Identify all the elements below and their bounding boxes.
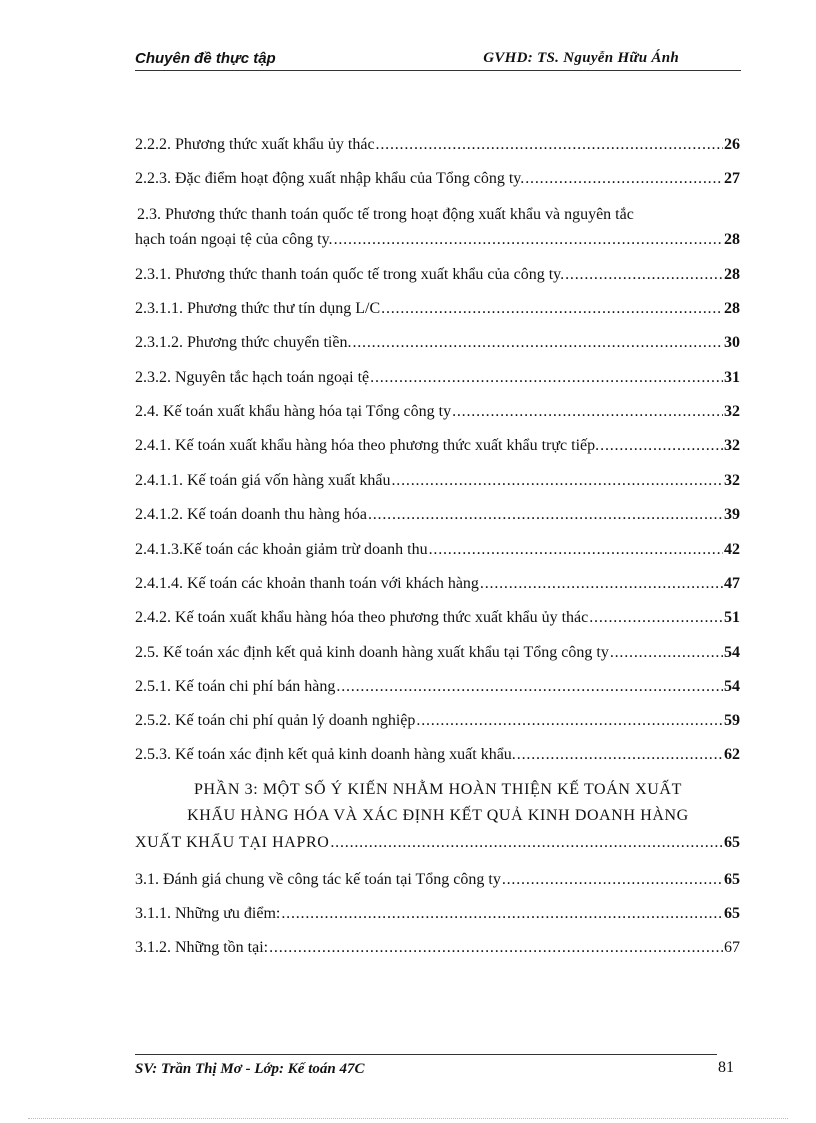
- toc-entry[interactable]: [135, 900, 740, 924]
- toc-entry-page: 30: [724, 334, 740, 351]
- toc-entry-title: 2.5. Kế toán xác định kết quả kinh doanh hàng xuất khẩu tại Tổng công ty: [135, 644, 609, 661]
- toc-entry-title: 2.4.1.2. Kế toán doanh thu hàng hóa: [135, 506, 367, 523]
- toc-entry-page: 67: [724, 939, 740, 956]
- toc-leader-dots: [370, 368, 723, 388]
- page-edge-divider: [28, 1118, 788, 1119]
- toc-entry-page: 32: [724, 472, 740, 489]
- page-header: [135, 48, 741, 71]
- footer-student-info: SV: Trần Thị Mơ - Lớp: Kế toán 47C: [135, 1061, 365, 1077]
- toc-entry[interactable]: [135, 364, 740, 388]
- toc-entry-page: 51: [724, 609, 740, 626]
- toc-entry-title: 2.3.1.1. Phương thức thư tín dụng L/C: [135, 300, 381, 317]
- toc-leader-dots: [565, 265, 723, 285]
- toc-entry[interactable]: [135, 467, 740, 491]
- toc-entry[interactable]: [135, 741, 740, 765]
- toc-entry-title: 2.5.1. Kế toán chi phí bán hàng: [135, 678, 336, 695]
- toc-entry-page: 28: [724, 300, 740, 317]
- toc-leader-dots: [330, 833, 723, 853]
- toc-leader-dots: [416, 711, 723, 731]
- toc-leader-dots: [502, 870, 723, 890]
- toc-leader-dots: [376, 135, 723, 155]
- toc-leader-dots: [517, 745, 723, 765]
- toc-leader-dots: [269, 938, 723, 958]
- toc-entry[interactable]: [135, 261, 740, 285]
- toc-entry-page: 26: [724, 136, 740, 153]
- toc-entry-page: 65: [724, 834, 740, 851]
- toc-leader-dots: [368, 505, 723, 525]
- page-number: 81: [718, 1059, 734, 1076]
- toc-entry-page: 42: [724, 541, 740, 558]
- toc-leader-dots: [610, 643, 723, 663]
- toc-leader-dots: [352, 333, 723, 353]
- toc-entry[interactable]: [135, 131, 740, 155]
- toc-entry[interactable]: [135, 536, 740, 560]
- toc-entry-title: 2.4.1.4. Kế toán các khoản thanh toán với khách hàng: [135, 575, 479, 592]
- toc-entry-page: 28: [724, 231, 740, 248]
- part-heading-line1[interactable]: PHẦN 3: MỘT SỐ Ý KIẾN NHẰM HOÀN THIỆN KẾ TOÁN XUẤT: [194, 781, 682, 798]
- toc-entry-title: 2.4. Kế toán xuất khẩu hàng hóa tại Tổng công ty: [135, 403, 452, 420]
- toc-entry-page: 59: [724, 712, 740, 729]
- toc-entry-title: XUẤT KHẨU TẠI HAPRO: [135, 834, 330, 851]
- toc-entry[interactable]: [135, 707, 740, 731]
- toc-entry-title: 2.3.2. Nguyên tắc hạch toán ngoại tệ: [135, 369, 370, 386]
- toc-entry-title: 2.3.1.2. Phương thức chuyển tiền.: [135, 334, 352, 351]
- toc-entry[interactable]: [135, 639, 740, 663]
- toc-entry[interactable]: [135, 866, 740, 890]
- toc-leader-dots: [281, 904, 723, 924]
- toc-entry-title: 2.2.2. Phương thức xuất khẩu ủy thác: [135, 136, 375, 153]
- toc-entry-title: 3.1.1. Những ưu điểm:: [135, 905, 281, 922]
- toc-entry-title: 2.4.1. Kế toán xuất khẩu hàng hóa theo phương thức xuất khẩu trực tiếp.: [135, 437, 600, 454]
- toc-entry[interactable]: [135, 673, 740, 697]
- toc-entry[interactable]: [135, 329, 740, 353]
- toc-entry[interactable]: [135, 570, 740, 594]
- toc-entry[interactable]: [135, 398, 740, 422]
- toc-entry-title: 2.2.3. Đặc điểm hoạt động xuất nhập khẩu của Tổng công ty.: [135, 170, 525, 187]
- toc-entry-title: 3.1. Đánh giá chung về công tác kế toán tại Tổng công ty: [135, 871, 501, 888]
- toc-entry[interactable]: [135, 501, 740, 525]
- toc-entry[interactable]: [135, 829, 740, 853]
- toc-entry-page: 54: [724, 644, 740, 661]
- part-heading-line2[interactable]: KHẨU HÀNG HÓA VÀ XÁC ĐỊNH KẾT QUẢ KINH DOANH HÀNG: [187, 807, 689, 824]
- toc-leader-dots: [429, 540, 723, 560]
- toc-leader-dots: [334, 230, 723, 250]
- toc-entry[interactable]: [135, 604, 740, 628]
- toc-leader-dots: [600, 436, 723, 456]
- page-footer: [135, 1054, 717, 1075]
- toc-entry-title-line1[interactable]: 2.3. Phương thức thanh toán quốc tế trong hoạt động xuất khẩu và nguyên tắc: [137, 206, 634, 223]
- toc-entry[interactable]: [135, 165, 740, 189]
- toc-leader-dots: [589, 608, 723, 628]
- toc-entry-page: 32: [724, 437, 740, 454]
- header-course-title: Chuyên đề thực tập: [135, 50, 276, 67]
- toc-entry-title: 2.4.1.3.Kế toán các khoản giảm trừ doanh thu: [135, 541, 428, 558]
- toc-leader-dots: [480, 574, 723, 594]
- toc-leader-dots: [452, 402, 723, 422]
- toc-leader-dots: [381, 299, 723, 319]
- toc-entry-page: 65: [724, 905, 740, 922]
- toc-entry-page: 39: [724, 506, 740, 523]
- toc-leader-dots: [525, 169, 723, 189]
- toc-entry-title: 3.1.2. Những tồn tại:: [135, 939, 269, 956]
- toc-entry-title: 2.3.1. Phương thức thanh toán quốc tế trong xuất khẩu của công ty.: [135, 266, 565, 283]
- toc-entry-page: 62: [724, 746, 740, 763]
- toc-leader-dots: [336, 677, 723, 697]
- toc-entry-page: 27: [724, 170, 740, 187]
- toc-entry-title: hạch toán ngoại tệ của công ty.: [135, 231, 333, 248]
- toc-entry-page: 54: [724, 678, 740, 695]
- toc-entry-title: 2.5.2. Kế toán chi phí quản lý doanh nghiệp: [135, 712, 416, 729]
- toc-entry-page: 31: [724, 369, 740, 386]
- toc-entry[interactable]: [135, 432, 740, 456]
- toc-entry[interactable]: [135, 934, 740, 958]
- toc-entry-title: 2.4.1.1. Kế toán giá vốn hàng xuất khẩu: [135, 472, 391, 489]
- toc-entry-title: 2.4.2. Kế toán xuất khẩu hàng hóa theo phương thức xuất khẩu ủy thác: [135, 609, 589, 626]
- toc-entry-title: 2.5.3. Kế toán xác định kết quả kinh doanh hàng xuất khẩu.: [135, 746, 516, 763]
- toc-entry-page: 28: [724, 266, 740, 283]
- toc-entry-page: 47: [724, 575, 740, 592]
- header-supervisor: GVHD: TS. Nguyễn Hữu Ánh: [483, 50, 679, 66]
- toc-entry-page: 32: [724, 403, 740, 420]
- toc-entry-page: 65: [724, 871, 740, 888]
- toc-entry[interactable]: [135, 295, 740, 319]
- toc-leader-dots: [392, 471, 724, 491]
- toc-entry[interactable]: [135, 226, 740, 250]
